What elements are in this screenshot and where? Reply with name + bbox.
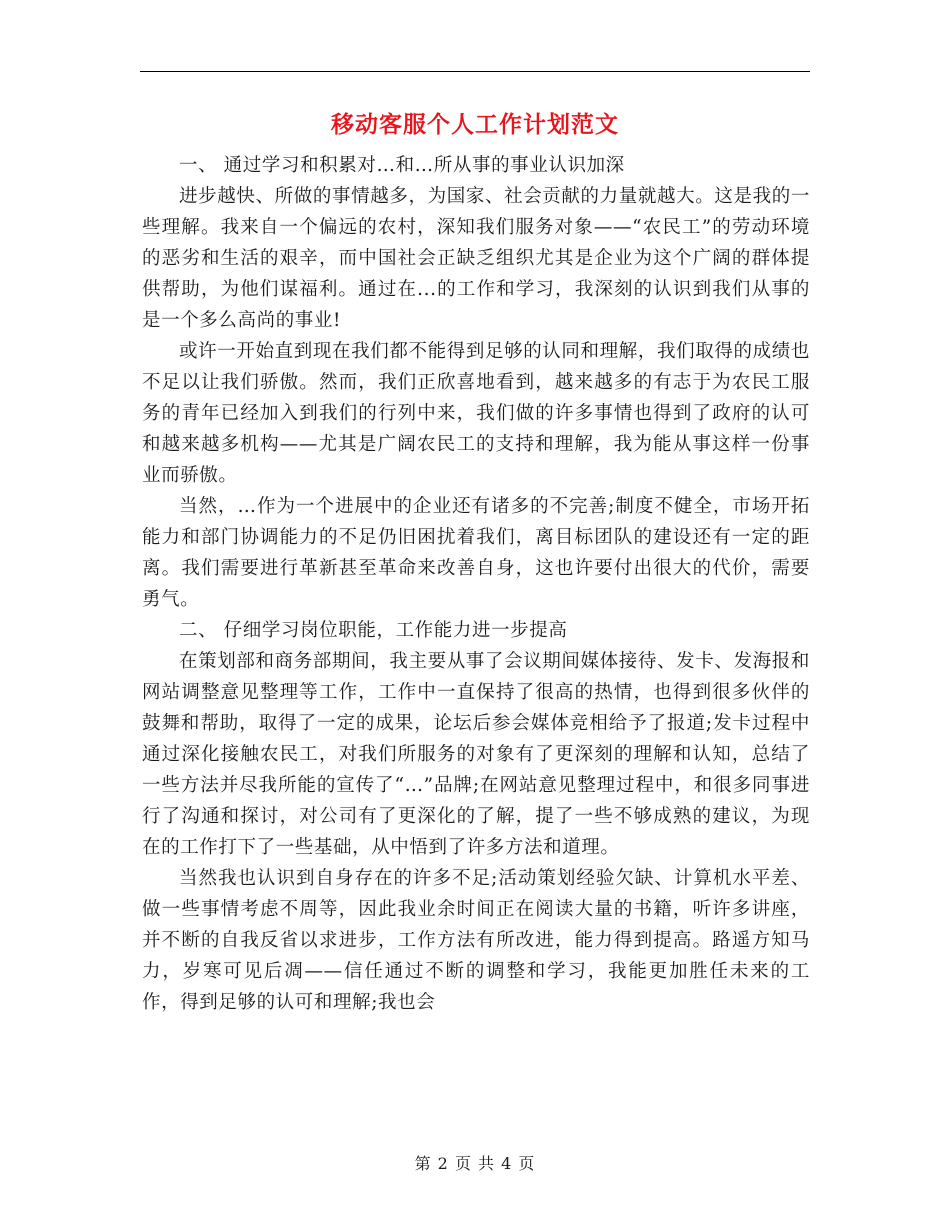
paragraph-3: 当然，…作为一个进展中的企业还有诸多的不完善;制度不健全，市场开拓能力和部门协调能力的不足仍旧困扰着我们，离目标团队的建设还有一定的距离。我们需要进行革新甚至革命来改善自身，这也许要付出很大的代价，需要勇气。 [142,496,810,610]
section-heading-1: 一、 通过学习和积累对…和…所从事的事业认识加深 [179,155,625,176]
paragraph-5: 当然我也认识到自身存在的许多不足;活动策划经验欠缺、计算机水平差、做一些事情考虑不周等，因此我业余时间正在阅读大量的书籍，听许多讲座，并不断的自我反省以求进步，工作方法有所改进，能力得到提高。路遥方知马力，岁寒可见后凋——信任通过不断的调整和学习，我能更加胜任未来的工作，得到足够的认可和理解;我也会 [142,868,810,1013]
paragraph-2: 或许一开始直到现在我们都不能得到足够的认同和理解，我们取得的成绩也不足以让我们骄傲。然而，我们正欣喜地看到，越来越多的有志于为农民工服务的青年已经加入到我们的行列中来，我们做的许多事情也得到了政府的认可和越来越多机构——尤其是广阔农民工的支持和理解，我为能从事这样一份事业而骄傲。 [142,341,810,486]
header-rule [140,71,810,72]
paragraph-4: 在策划部和商务部期间，我主要从事了会议期间媒体接待、发卡、发海报和网站调整意见整理等工作，工作中一直保持了很高的热情，也得到很多伙伴的鼓舞和帮助，取得了一定的成果，论坛后参会媒体竞相给予了报道;发卡过程中通过深化接触农民工，对我们所服务的对象有了更深刻的理解和认知，总结了一些方法并尽我所能的宣传了“…”品牌;在网站意见整理过程中，和很多同事进行了沟通和探讨，对公司有了更深化的了解，提了一些不够成熟的建议，为现在的工作打下了一些基础，从中悟到了许多方法和道理。 [142,651,810,858]
document-title: 移动客服个人工作计划范文 [331,111,619,138]
paragraph-1: 进步越快、所做的事情越多，为国家、社会贡献的力量就越大。这是我的一些理解。我来自一个偏远的农村，深知我们服务对象——“农民工”的劳动环境的恶劣和生活的艰辛，而中国社会正缺乏组织尤其是企业为这个广阔的群体提供帮助，为他们谋福利。通过在...的工作和学习，我深刻的认识到我们从事的是一个多么高尚的事业! [142,186,810,331]
page-footer [0,1152,950,1176]
document-body [142,150,810,1018]
page-number-label: 第 2 页 共 4 页 [414,1154,536,1173]
section-heading-2: 二、 仔细学习岗位职能，工作能力进一步提高 [179,620,568,641]
